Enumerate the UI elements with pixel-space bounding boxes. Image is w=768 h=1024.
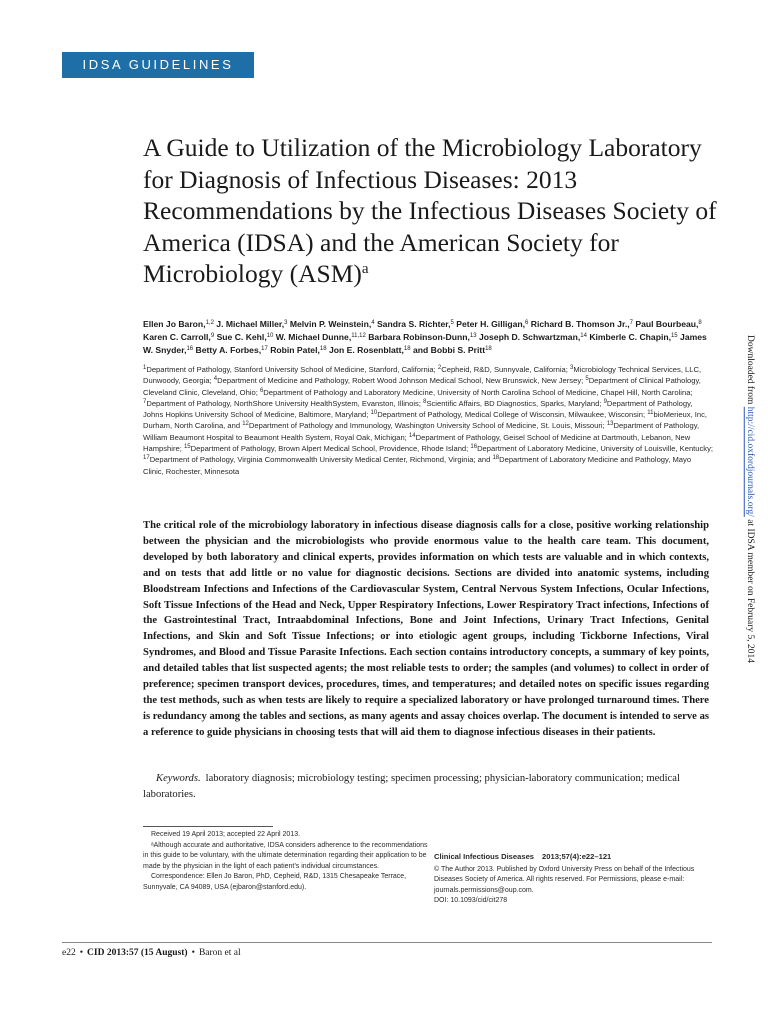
- download-watermark: [743, 335, 757, 695]
- footer-journal: CID 2013:57 (15 August): [87, 948, 188, 958]
- author-affiliation-mark: 18: [485, 346, 492, 352]
- affiliation-list: [143, 364, 713, 477]
- affiliation-number: 9: [603, 398, 607, 405]
- page-number: e22: [62, 948, 76, 958]
- footnotes-left: [143, 830, 428, 894]
- author-name: Melvin P. Weinstein,: [289, 319, 372, 329]
- doi-note: DOI: 10.1093/cid/cit278: [434, 897, 508, 905]
- affiliation-text: Department of Laboratory Medicine, University of Louisville, Kentucky;: [477, 444, 713, 454]
- affiliation-text: Cepheid, R&D, Sunnyvale, California;: [441, 365, 568, 374]
- author-affiliation-mark: 18: [403, 346, 411, 352]
- affiliation-number: 3: [570, 365, 574, 371]
- journal-name: Clinical Infectious Diseases: [434, 852, 535, 861]
- affiliation-number: 13: [606, 421, 614, 428]
- author-name: and Bobbi S. Pritt: [413, 345, 486, 355]
- author-affiliation-mark: 11,12: [351, 333, 366, 339]
- author-list: [143, 318, 708, 357]
- keywords-text: laboratory diagnosis; microbiology testing; specimen processing; physician-laboratory communication; medical laboratories.: [143, 773, 680, 800]
- footnote-a: ᵃAlthough accurate and authoritative, IDSA considers adherence to the recommendations in this guide to be voluntary, with the ultimate determination regarding their application to be made by the physician in the light of each patient’s individual circumstances.: [143, 841, 428, 870]
- author-affiliation-mark: 7: [629, 320, 633, 326]
- author-affiliation-mark: 16: [186, 346, 194, 352]
- footer-author: Baron et al: [198, 948, 241, 958]
- author-affiliation-mark: 8: [698, 320, 702, 326]
- abstract: The critical role of the microbiology laboratory in infectious disease diagnosis calls for a close, positive working relationship between the physician and the microbiologists who provide enormous value to the health care team. This document, developed by both laboratory and clinical experts, provides information on which tests are valuable and in which contexts, and on tests that add little or no value for diagnostic decisions. Sections are divided into anatomic systems, including Bloodstream Infections and Infections of the Cardiovascular System, Central Nervous System Infections, Ocular Infections, Soft Tissue Infections of the Head and Neck, Upper Respiratory Infections, Lower Respiratory Tract infections, Infections of the Gastrointestinal Tract, Intraabdominal Infections, Bone and Joint Infections, Urinary Tract Infections, Genital Infections, and Skin and Soft Tissue Infections; or into etiologic agent groups, including Tickborne Infections, Viral Syndromes, and Blood and Tissue Parasite Infections. Each section contains introductory concepts, a summary of key points, and detailed tables that list suspected agents; the most reliable tests to order; the samples (and volumes) to collect in order of preference; specimen transport devices, procedures, times, and temperatures; and detailed notes on specific issues regarding the test methods, such as when tests are likely to require a specialized laboratory or have prolonged turnaround times. There is redundancy among the tables and sections, as many agents and assay choices overlap. The document is intended to serve as a reference to guide physicians in choosing tests that will aid them to diagnose infectious diseases in their patients.: [143, 520, 709, 738]
- author-affiliation-mark: 3: [284, 320, 288, 326]
- author-name: Richard B. Thomson Jr.,: [530, 319, 630, 329]
- author-name: W. Michael Dunne,: [275, 332, 352, 342]
- author-affiliation-mark: 14: [580, 333, 587, 339]
- journal-citation: [434, 852, 714, 863]
- author-name: Paul Bourbeau,: [635, 319, 699, 329]
- affiliation-text: Department of Pathology, Geisel School of Medicine at Dartmouth, Lebanon, New Hampshire;: [143, 432, 691, 454]
- author-affiliation-mark: 1,2: [205, 320, 214, 326]
- author-affiliation-mark: 4: [371, 320, 375, 326]
- footnotes-right: [434, 852, 714, 907]
- affiliation-text: Department of Pathology, NorthShore University HealthSystem, Evanston, Illinois;: [146, 398, 421, 408]
- affiliation-text: Department of Pathology, Brown Alpert Medical School, Providence, Rhode Island;: [190, 444, 469, 454]
- affiliation-text: Scientific Affairs, BD Diagnostics, Sparks, Maryland;: [426, 398, 602, 408]
- affiliation-text: Department of Pathology, William Beaumont Hospital to Beaumont Health System, Royal Oak, Michigan;: [143, 421, 700, 442]
- title-footnote-mark: a: [361, 261, 369, 277]
- affiliation-text: Department of Medicine and Pathology, Robert Wood Johnson Medical School, New Brunswick, New Jersey;: [217, 376, 584, 386]
- watermark-prefix: Downloaded from: [745, 335, 755, 407]
- affiliation-number: 7: [143, 398, 147, 405]
- author-name: Jon E. Rosenblatt,: [328, 345, 404, 355]
- author-affiliation-mark: 9: [210, 333, 215, 339]
- section-banner: [62, 52, 254, 78]
- affiliation-text: bioMerieux, Inc, Durham, North Carolina, and: [143, 410, 708, 431]
- author-name: Barbara Robinson-Dunn,: [368, 332, 470, 342]
- author-name: Ellen Jo Baron,: [143, 319, 206, 329]
- affiliation-number: 12: [242, 421, 249, 428]
- author-name: Peter H. Gilligan,: [456, 319, 526, 329]
- affiliation-text: Department of Pathology, Stanford University School of Medicine, Stanford, California;: [146, 365, 436, 374]
- author-name: Robin Patel,: [270, 345, 320, 355]
- correspondence-note: Correspondence: Ellen Jo Baron, PhD, Cepheid, R&D, 1315 Chesapeake Terrace, Sunnyvale, CA 94089, USA (ejbaron@stanford.edu).: [143, 873, 407, 891]
- page-footer: [62, 948, 241, 958]
- keywords: [143, 771, 709, 802]
- affiliation-number: 15: [183, 444, 191, 451]
- article-title: [143, 132, 723, 290]
- affiliation-text: Department of Clinical Pathology, Cleveland Clinic, Cleveland, Ohio;: [143, 376, 701, 397]
- author-name: James W. Snyder,: [143, 332, 707, 355]
- affiliation-number: 14: [408, 432, 416, 439]
- affiliation-text: Microbiology Technical Services, LLC, Dunwoody, Georgia;: [143, 365, 702, 386]
- affiliation-text: Department of Laboratory Medicine and Pathology, Mayo Clinic, Rochester, Minnesota: [143, 455, 692, 476]
- affiliation-number: 11: [647, 410, 654, 417]
- affiliation-number: 1: [143, 365, 147, 371]
- journal-ref: 2013;57(4):e22–121: [542, 852, 612, 861]
- copyright-note: © The Author 2013. Published by Oxford University Press on behalf of the Infectious Diseases Society of America. All rights reserved. For Permissions, please e-mail: journals.permissions@oup.com.: [434, 865, 695, 894]
- author-name: Sandra S. Richter,: [376, 319, 451, 329]
- affiliation-number: 6: [259, 387, 264, 394]
- author-affiliation-mark: 13: [469, 333, 477, 339]
- author-name: J. Michael Miller,: [216, 319, 285, 329]
- affiliation-text: Department of Pathology, Johns Hopkins University School of Medicine, Baltimore, Maryland;: [143, 398, 693, 420]
- author-affiliation-mark: 17: [261, 346, 268, 352]
- affiliation-number: 17: [143, 455, 150, 462]
- footer-divider: [62, 942, 712, 943]
- author-affiliation-mark: 5: [450, 320, 454, 326]
- footer-bullet: •: [79, 948, 84, 958]
- affiliation-number: 8: [423, 398, 427, 405]
- affiliation-number: 10: [370, 410, 378, 417]
- keywords-label: Keywords.: [156, 773, 201, 784]
- affiliation-text: Department of Pathology and Laboratory Medicine, University of North Carolina School of Medicine, Chapel Hill, North Carolina;: [263, 387, 693, 397]
- author-name: Sue C. Kehl,: [216, 332, 267, 342]
- author-affiliation-mark: 18: [319, 346, 327, 352]
- author-name: Kimberle C. Chapin,: [589, 332, 671, 342]
- author-affiliation-mark: 6: [525, 320, 529, 326]
- section-banner-label: IDSA GUIDELINES: [82, 57, 234, 72]
- journal-link[interactable]: http://cid.oxfordjournals.org/: [745, 406, 755, 517]
- watermark-suffix: at IDSA member on February 5, 2014: [745, 516, 755, 664]
- affiliation-number: 18: [492, 455, 500, 462]
- affiliation-text: Department of Pathology, Medical College of Wisconsin, Milwaukee, Wisconsin;: [377, 410, 646, 420]
- footer-bullet: •: [191, 948, 195, 958]
- author-name: Karen C. Carroll,: [143, 332, 211, 342]
- author-affiliation-mark: 10: [266, 333, 274, 339]
- received-note: Received 19 April 2013; accepted 22 April 2013.: [151, 831, 301, 838]
- affiliation-number: 2: [437, 365, 442, 371]
- affiliation-text: Department of Pathology, Virginia Commonwealth University Medical Center, Richmond, Virginia; and: [149, 455, 491, 465]
- affiliation-number: 16: [470, 444, 478, 451]
- author-name: Joseph D. Schwartzman,: [478, 332, 581, 342]
- affiliation-number: 4: [213, 376, 218, 383]
- article-title-text: A Guide to Utilization of the Microbiology Laboratory for Diagnosis of Infectious Diseases: 2013 Recommendations by the Infectious Diseases Society of America (IDSA) and the American Society for Microbiology (ASM): [143, 133, 717, 288]
- footnote-divider: [143, 826, 273, 827]
- author-name: Betty A. Forbes,: [195, 345, 262, 355]
- author-affiliation-mark: 15: [670, 333, 678, 339]
- affiliation-text: Department of Pathology and Immunology, Washington University School of Medicine, St. Louis, Missouri;: [248, 421, 605, 431]
- affiliation-number: 5: [585, 376, 589, 383]
